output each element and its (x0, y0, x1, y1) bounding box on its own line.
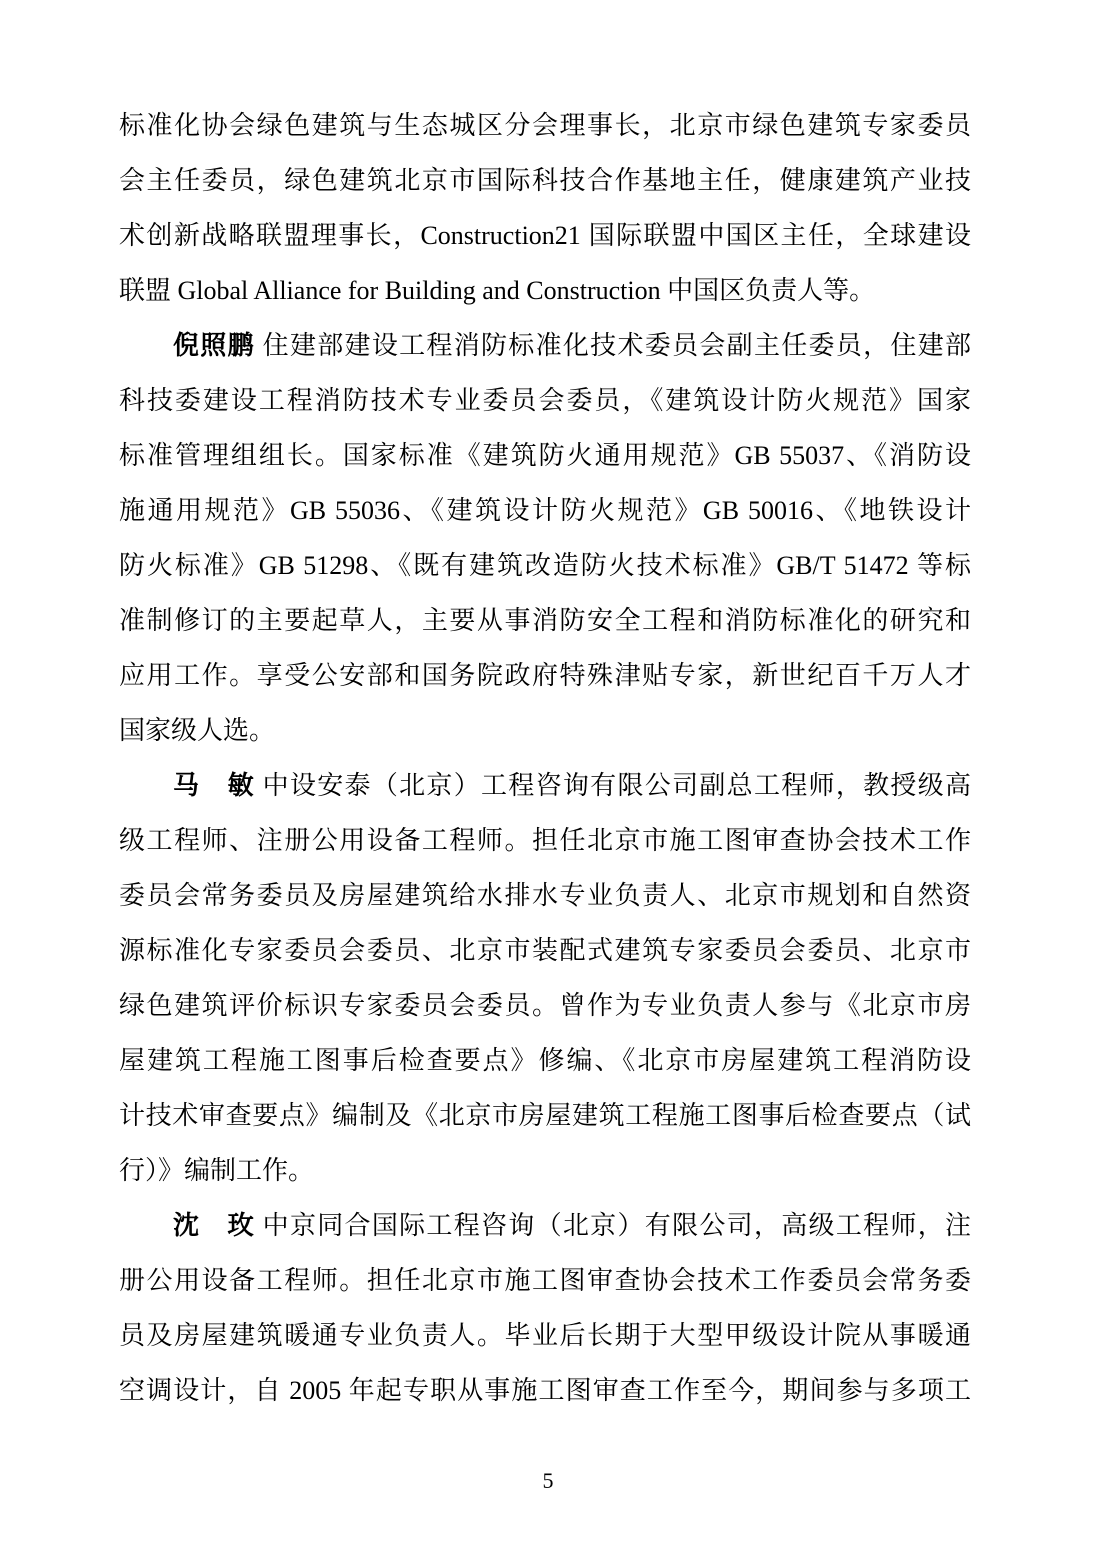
text-line: 术创新战略联盟理事长，Construction21 国际联盟中国区主任，全球建设 (119, 221, 971, 250)
text-line: 马 敏 中设安泰（北京）工程咨询有限公司副总工程师，教授级高 (173, 771, 971, 800)
text-line: 标准管理组组长。国家标准《建筑防火通用规范》GB 55037、《消防设 (119, 441, 971, 470)
person-name: 沈 玫 (173, 1211, 255, 1240)
text-line: 册公用设备工程师。担任北京市施工图审查协会技术工作委员会常务委 (119, 1266, 971, 1295)
text-line: 委员会常务委员及房屋建筑给水排水专业负责人、北京市规划和自然资 (119, 881, 971, 910)
text-line: 应用工作。享受公安部和国务院政府特殊津贴专家，新世纪百千万人才 (119, 661, 971, 690)
text-line: 绿色建筑评价标识专家委员会委员。曾作为专业负责人参与《北京市房 (119, 991, 971, 1020)
text-line: 屋建筑工程施工图事后检查要点》修编、《北京市房屋建筑工程消防设 (119, 1046, 971, 1075)
document-body (119, 98, 971, 1418)
text-line: 级工程师、注册公用设备工程师。担任北京市施工图审查协会技术工作 (119, 826, 971, 855)
text-line: 标准化协会绿色建筑与生态城区分会理事长，北京市绿色建筑专家委员 (119, 111, 971, 140)
text-line: 空调设计，自 2005 年起专职从事施工图审查工作至今，期间参与多项工 (119, 1376, 971, 1405)
text-line: 科技委建设工程消防技术专业委员会委员，《建筑设计防火规范》国家 (119, 386, 971, 415)
person-name: 马 敏 (173, 771, 255, 800)
text-line: 沈 玫 中京同合国际工程咨询（北京）有限公司，高级工程师，注 (173, 1211, 971, 1240)
text-line: 国家级人选。 (119, 716, 276, 745)
text-line: 联盟 Global Alliance for Building and Construction 中国区负责人等。 (119, 276, 876, 305)
text-line: 准制修订的主要起草人，主要从事消防安全工程和消防标准化的研究和 (119, 606, 971, 635)
text-line: 施通用规范》GB 55036、《建筑设计防火规范》GB 50016、《地铁设计 (119, 496, 971, 525)
page-number: 5 (542, 1468, 554, 1493)
text-line: 倪照鹏 住建部建设工程消防标准化技术委员会副主任委员，住建部 (173, 331, 971, 360)
person-name: 倪照鹏 (173, 331, 255, 360)
text-line: 行）》编制工作。 (119, 1156, 315, 1185)
text-line: 计技术审查要点》编制及《北京市房屋建筑工程施工图事后检查要点（试 (119, 1101, 971, 1130)
text-line: 防火标准》GB 51298、《既有建筑改造防火技术标准》GB/T 51472 等标 (119, 551, 971, 580)
text-line: 源标准化专家委员会委员、北京市装配式建筑专家委员会委员、北京市 (119, 936, 971, 965)
text-line: 员及房屋建筑暖通专业负责人。毕业后长期于大型甲级设计院从事暖通 (119, 1321, 971, 1350)
text-line: 会主任委员，绿色建筑北京市国际科技合作基地主任，健康建筑产业技 (119, 166, 971, 195)
